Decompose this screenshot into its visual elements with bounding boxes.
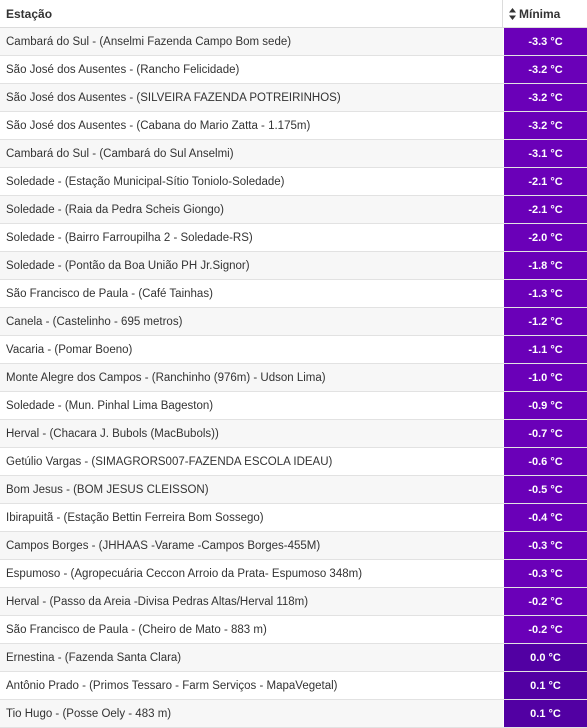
station-name-cell: Tio Hugo - (Posse Oely - 483 m) — [6, 707, 172, 720]
table-row — [0, 28, 587, 56]
station-name-cell: Cambará do Sul - (Cambará do Sul Anselmi) — [6, 147, 234, 160]
min-temp-cell: -0.2 °C — [503, 588, 587, 615]
min-temp-cell: -0.7 °C — [503, 420, 587, 447]
station-name-cell: São José dos Ausentes - (Cabana do Mario Zatta - 1.175m) — [6, 119, 311, 132]
table-row — [0, 112, 587, 140]
min-temp-cell: 0.1 °C — [503, 672, 587, 699]
table-row — [0, 392, 587, 420]
min-temp-cell: -3.2 °C — [503, 112, 587, 139]
station-name-cell: Canela - (Castelinho - 695 metros) — [6, 315, 183, 328]
table-row — [0, 532, 587, 560]
min-temp-cell: -0.3 °C — [503, 532, 587, 559]
min-temp-cell: -2.1 °C — [503, 196, 587, 223]
table-row — [0, 280, 587, 308]
station-name-cell: São Francisco de Paula - (Café Tainhas) — [6, 287, 213, 300]
min-temp-cell: -1.0 °C — [503, 364, 587, 391]
station-name-cell: Vacaria - (Pomar Boeno) — [6, 343, 133, 356]
sort-icon — [509, 8, 516, 20]
table-row — [0, 644, 587, 672]
min-temp-cell: -0.2 °C — [503, 616, 587, 643]
min-temp-cell: -1.8 °C — [503, 252, 587, 279]
table-row — [0, 504, 587, 532]
station-name-cell: Cambará do Sul - (Anselmi Fazenda Campo Bom sede) — [6, 35, 292, 48]
min-temp-cell: -0.5 °C — [503, 476, 587, 503]
min-temp-cell: -3.2 °C — [503, 56, 587, 83]
station-name-cell: Soledade - (Estação Municipal-Sítio Toniolo-Soledade) — [6, 175, 285, 188]
min-temp-cell: -3.2 °C — [503, 84, 587, 111]
min-temp-cell: -3.3 °C — [503, 28, 587, 55]
station-name-cell: São Francisco de Paula - (Cheiro de Mato - 883 m) — [6, 623, 267, 636]
min-temp-cell: -2.1 °C — [503, 168, 587, 195]
min-temp-cell: -0.4 °C — [503, 504, 587, 531]
table-row — [0, 616, 587, 644]
min-temp-cell: -0.3 °C — [503, 560, 587, 587]
station-name-cell: Soledade - (Pontão da Boa União PH Jr.Signor) — [6, 259, 250, 272]
station-name-cell: Bom Jesus - (BOM JESUS CLEISSON) — [6, 483, 209, 496]
station-name-cell: Antônio Prado - (Primos Tessaro - Farm Serviços - MapaVegetal) — [6, 679, 338, 692]
table-row — [0, 448, 587, 476]
table-row — [0, 224, 587, 252]
station-name-cell: Monte Alegre dos Campos - (Ranchinho (976m) - Udson Lima) — [6, 371, 326, 384]
column-header-station[interactable] — [0, 0, 502, 27]
min-temp-cell: -1.1 °C — [503, 336, 587, 363]
table-row — [0, 84, 587, 112]
table-row — [0, 560, 587, 588]
station-name-cell: Herval - (Passo da Areia -Divisa Pedras Altas/Herval 118m) — [6, 595, 309, 608]
table-row — [0, 364, 587, 392]
table-row — [0, 56, 587, 84]
table-row — [0, 196, 587, 224]
min-temp-cell: -1.3 °C — [503, 280, 587, 307]
table-row — [0, 140, 587, 168]
table-body — [0, 28, 587, 728]
table-row — [0, 308, 587, 336]
column-header-station-label: Estação — [6, 6, 53, 21]
min-temp-cell: -2.0 °C — [503, 224, 587, 251]
column-header-min-label: Mínima — [519, 6, 561, 21]
table-row — [0, 672, 587, 700]
min-temp-cell: -3.1 °C — [503, 140, 587, 167]
station-name-cell: Ernestina - (Fazenda Santa Clara) — [6, 651, 182, 664]
table-row — [0, 168, 587, 196]
table-header — [0, 0, 587, 28]
table-row — [0, 252, 587, 280]
station-name-cell: Soledade - (Raia da Pedra Scheis Giongo) — [6, 203, 224, 216]
table-row — [0, 420, 587, 448]
table-row — [0, 700, 587, 728]
table-row — [0, 336, 587, 364]
station-name-cell: Espumoso - (Agropecuária Ceccon Arroio da Prata- Espumoso 348m) — [6, 567, 363, 580]
min-temp-cell: -0.9 °C — [503, 392, 587, 419]
station-name-cell: Soledade - (Bairro Farroupilha 2 - Soledade-RS) — [6, 231, 253, 244]
station-name-cell: Campos Borges - (JHHAAS -Varame -Campos Borges-455M) — [6, 539, 321, 552]
table-row — [0, 588, 587, 616]
min-temp-cell: -0.6 °C — [503, 448, 587, 475]
min-temp-cell: 0.0 °C — [503, 644, 587, 671]
column-header-min[interactable] — [502, 0, 587, 27]
station-name-cell: São José dos Ausentes - (Rancho Felicidade) — [6, 63, 240, 76]
min-temp-cell: 0.1 °C — [503, 700, 587, 727]
station-name-cell: Ibirapuitã - (Estação Bettin Ferreira Bom Sossego) — [6, 511, 264, 524]
station-name-cell: Getúlio Vargas - (SIMAGRORS007-FAZENDA ESCOLA IDEAU) — [6, 455, 333, 468]
station-name-cell: Herval - (Chacara J. Bubols (MacBubols)) — [6, 427, 219, 440]
min-temp-cell: -1.2 °C — [503, 308, 587, 335]
table-row — [0, 476, 587, 504]
station-name-cell: São José dos Ausentes - (SILVEIRA FAZENDA POTREIRINHOS) — [6, 91, 341, 104]
station-name-cell: Soledade - (Mun. Pinhal Lima Bageston) — [6, 399, 214, 412]
